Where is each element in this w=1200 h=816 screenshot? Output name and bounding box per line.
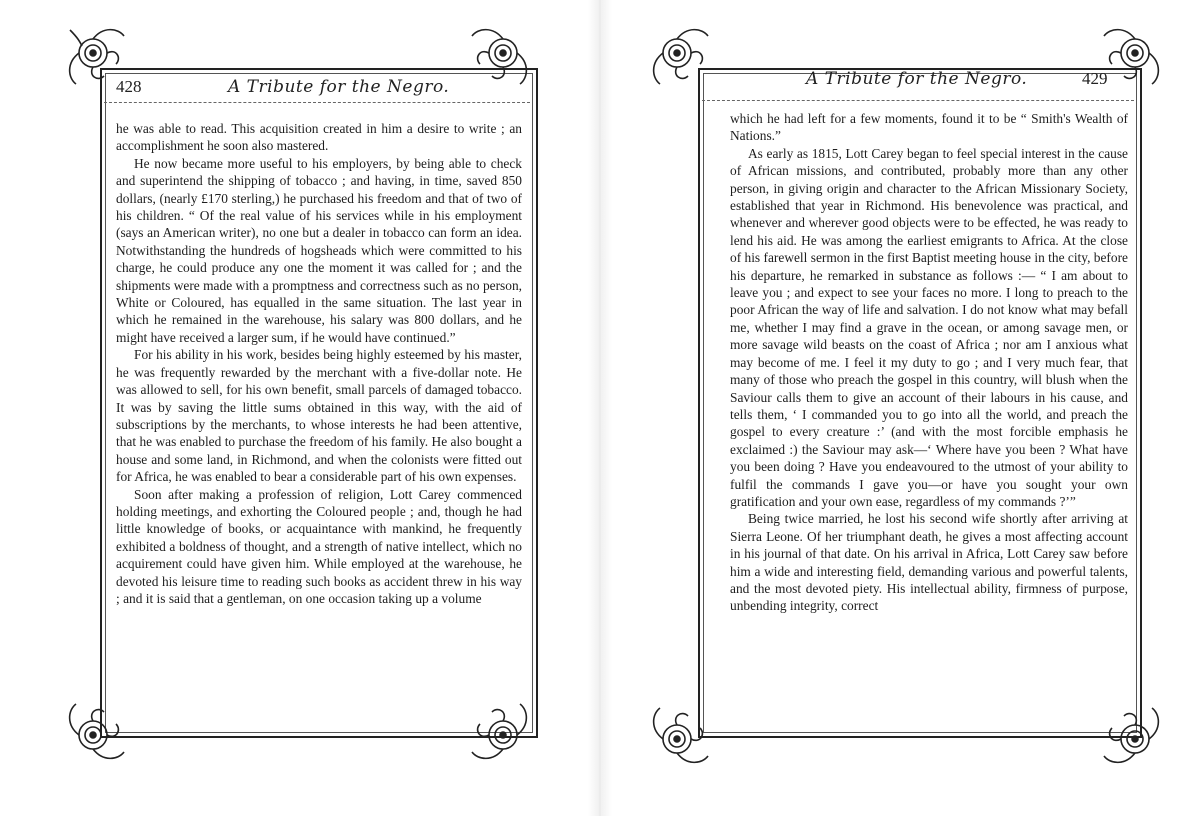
paragraph: which he had left for a few moments, found it to be “ Smith's Wealth of Nations.” <box>730 111 1128 144</box>
header-rule <box>702 100 1134 101</box>
paragraph: Soon after making a profession of religion, Lott Carey commenced holding meetings, and exhorting the Coloured people ; and, though he had little knowledge of books, or acquaintance with mankind, he frequently exhibited a boldness of thought, and a strength of native intellect, which no acquirement could have given him. While employed at the warehouse, he devoted his leisure time to reading such books as accident threw in his way ; and it is said that a gentleman, on one occasion taking up a volume <box>116 486 522 606</box>
right-page-text <box>730 110 1128 615</box>
page-number: 428 <box>116 77 142 96</box>
corner-ornament-icon <box>1100 704 1170 774</box>
paragraph: He now became more useful to his employers, by being able to check and superintend the shipping of tobacco ; and having, in time, saved 850 dollars, (nearly £170 sterling,) he purchased his freedom and that of two of his children. “ Of the real value of his services while in his employment (says an American writer), no one but a dealer in tobacco can form an idea. Notwithstanding the hundreds of hogsheads which were committed to his charge, he could produce any one the moment it was called for ; and the shipments were made with a promptness and correctness such as no person, White or Coloured, has equalled in the same situation. The last year in which he remained in the warehouse, his salary was 800 dollars, and he might have received a larger sum, if he would have continued.” <box>116 155 522 345</box>
left-page-header <box>0 72 600 102</box>
paragraph: he was able to read. This acquisition created in him a desire to write ; an accomplishment he soon also mastered. <box>116 121 522 154</box>
corner-ornament-icon <box>642 704 712 774</box>
running-title: A Tribute for the Negro. <box>228 77 450 97</box>
corner-ornament-icon <box>58 700 128 770</box>
corner-ornament-icon <box>468 700 538 770</box>
right-page <box>600 0 1200 816</box>
header-rule <box>104 102 530 103</box>
paragraph: Being twice married, he lost his second wife shortly after arriving at Sierra Leone. Of her triumphant death, he gives a most affecting account in his journal of that date. On his arrival in Africa, Lott Carey saw before him a wide and interesting field, demanding various and powerful talents, and the most devoted piety. His intellectual ability, firmness of purpose, unbending integrity, correct <box>730 511 1128 614</box>
running-title: A Tribute for the Negro. <box>806 69 1028 89</box>
page-number: 429 <box>1082 69 1108 88</box>
paragraph: As early as 1815, Lott Carey began to feel special interest in the cause of African missions, and contributed, probably more than any other person, in giving origin and character to the African Missionary Society, established that year in Richmond. His benevolence was practical, and whenever and wherever good objects were to be effected, he was ready to lend his aid. He was among the earliest emigrants to Africa. At the close of his farewell sermon in the first Baptist meeting house in the city, before his departure, he remarked in substance as follows :— “ I am about to leave you ; and expect to see your faces no more. I long to preach to the poor African the way of life and salvation. I do not know what may befall me, whether I may find a grave in the ocean, or among savage men, or more savage wild beasts on the coast of Africa ; nor am I anxious what may become of me. I feel it my duty to go ; and I very much fear, that many of those who preach the gospel in this country, will blush when the Saviour calls them to give an account of their labours in his cause, and tells them, ‘ I commanded you to go into all the world, and preach the gospel to every creature :’ (and with the most forcible emphasis he exclaimed :) the Saviour may ask—‘ Where have you been ? What have you been doing ? Have you endeavoured to the utmost of your ability to fulfil the commands I gave you—or have you sought your own gratification and your own ease, regardless of my commands ?’” <box>730 145 1128 509</box>
paragraph: For his ability in his work, besides being highly esteemed by his master, he was frequently rewarded by the merchant with a five-dollar note. He was allowed to sell, for his own benefit, small parcels of damaged tobacco. It was by saving the little sums obtained in this way, with the aid of subscriptions by the merchants, to whose interests he had been attentive, that he was enabled to purchase the freedom of his family. He also bought a house and some land, in Richmond, and when the colonists were fitted out for Africa, he was enabled to bear a considerable part of his own expenses. <box>116 347 522 485</box>
left-page-text <box>116 120 522 607</box>
right-page-header <box>600 64 1200 94</box>
